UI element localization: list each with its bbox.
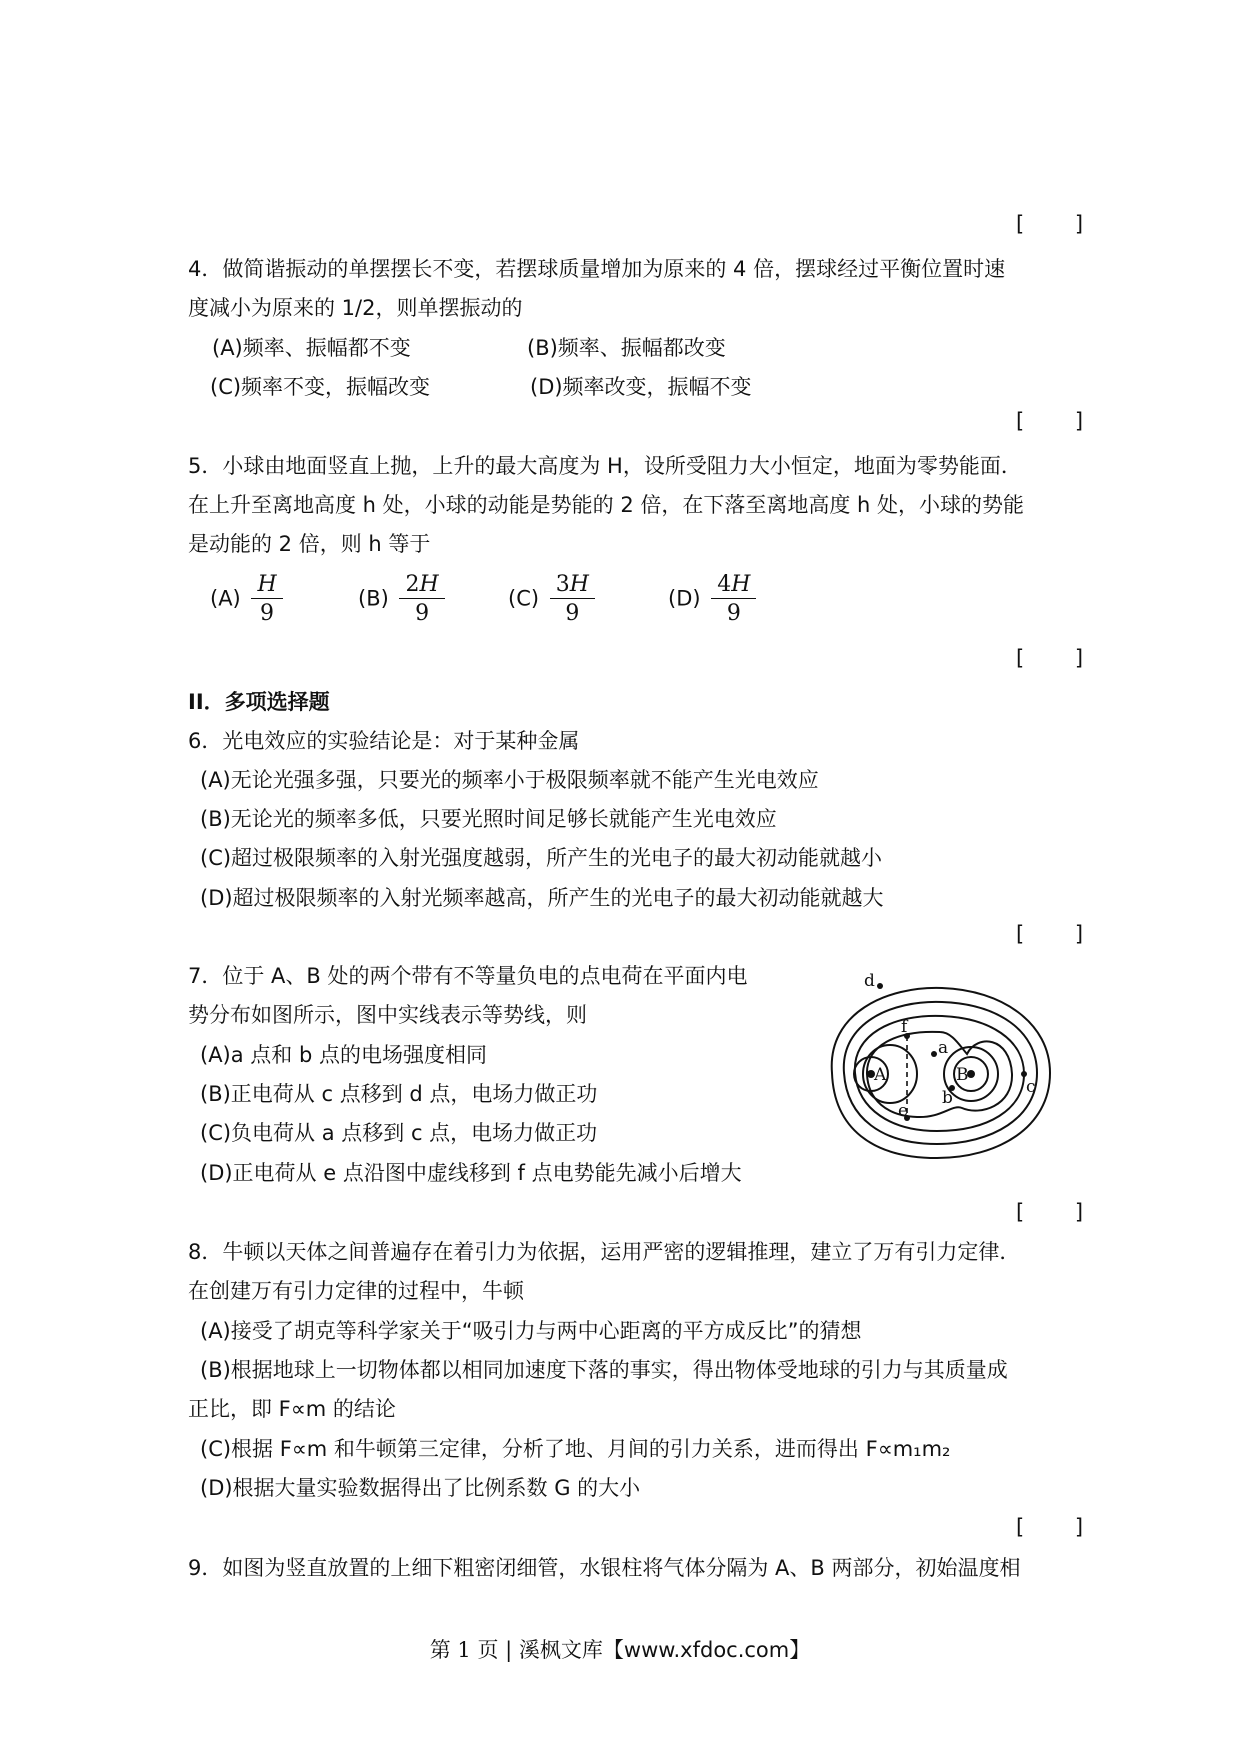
question-text: 在创建万有引力定律的过程中，牛顿 (188, 1279, 524, 1303)
question-text: 势分布如图所示，图中实线表示等势线，则 (188, 1003, 587, 1027)
equipotential-line (832, 988, 1050, 1158)
label-a: a (938, 1038, 949, 1058)
equipotential-diagram (812, 968, 1062, 1168)
label-e: e (898, 1101, 909, 1121)
fraction-denominator: 9 (565, 601, 580, 627)
option-a: (A)a 点和 b 点的电场强度相同 (200, 1043, 487, 1067)
option-b (358, 572, 445, 627)
fraction (711, 572, 756, 627)
option-c: (C)负电荷从 a 点移到 c 点，电场力做正功 (200, 1121, 598, 1145)
label-c: c (1026, 1077, 1036, 1097)
option-c: (C)频率不变，振幅改变 (210, 375, 431, 399)
option-label: (C) (508, 586, 540, 611)
option-b-continued: 正比，即 F∝m 的结论 (188, 1397, 396, 1421)
label-b: b (942, 1088, 953, 1108)
section-heading: II．多项选择题 (188, 690, 330, 714)
answer-bracket: [ ] (1016, 646, 1106, 670)
option-b: (B)无论光的频率多低，只要光照时间足够长就能产生光电效应 (200, 807, 777, 831)
fraction-coefficient: 3 (555, 572, 570, 597)
label-f: f (901, 1017, 908, 1037)
option-d: (D)超过极限频率的入射光频率越高，所产生的光电子的最大初动能就越大 (200, 886, 884, 910)
option-d: (D)频率改变，振幅不变 (530, 375, 752, 399)
option-c: (C)超过极限频率的入射光强度越弱，所产生的光电子的最大初动能就越小 (200, 846, 883, 870)
option-d (668, 572, 756, 627)
fraction-denominator: 9 (260, 601, 275, 627)
option-label: (B) (358, 586, 389, 611)
answer-bracket: [ ] (1016, 1200, 1106, 1224)
fraction-variable: H (419, 572, 439, 597)
question-text: 7．位于 A、B 处的两个带有不等量负电的点电荷在平面内电 (188, 964, 748, 988)
question-text: 6．光电效应的实验结论是：对于某种金属 (188, 729, 580, 753)
fraction-denominator: 9 (415, 601, 430, 627)
footer-site-link[interactable]: 【www.xfdoc.com】 (602, 1638, 811, 1662)
fraction-denominator: 9 (726, 601, 741, 627)
question-text: 度减小为原来的 1/2，则单摆振动的 (188, 296, 523, 320)
page-footer (0, 1634, 1240, 1664)
fraction-coefficient: 2 (405, 572, 420, 597)
option-label: (D) (668, 586, 701, 611)
option-a: (A)无论光强多强，只要光的频率小于极限频率就不能产生光电效应 (200, 768, 819, 792)
label-B: B (956, 1065, 969, 1085)
fraction-variable: H (731, 572, 751, 597)
fraction-variable: H (257, 572, 277, 597)
option-c: (C)根据 F∝m 和牛顿第三定律，分析了地、月间的引力关系，进而得出 F∝m₁m₂ (200, 1437, 951, 1461)
label-d: d (864, 971, 875, 991)
label-A: A (874, 1065, 887, 1085)
answer-bracket: [ ] (1016, 1515, 1106, 1539)
option-b: (B)根据地球上一切物体都以相同加速度下落的事实，得出物体受地球的引力与其质量成 (200, 1358, 1008, 1382)
option-c (508, 572, 595, 627)
question-text: 5．小球由地面竖直上抛，上升的最大高度为 H，设所受阻力大小恒定，地面为零势能面． (188, 454, 1022, 478)
fraction (399, 572, 444, 627)
option-a (210, 572, 283, 627)
fraction-variable: H (569, 572, 589, 597)
answer-bracket: [ ] (1016, 922, 1106, 946)
option-b: (B)频率、振幅都改变 (527, 336, 726, 360)
question-text: 8．牛顿以天体之间普遍存在着引力为依据，运用严密的逻辑推理，建立了万有引力定律． (188, 1240, 1021, 1264)
question-text: 4．做简谐振动的单摆摆长不变，若摆球质量增加为原来的 4 倍，摆球经过平衡位置时速 (188, 257, 1006, 281)
answer-bracket: [ ] (1016, 409, 1106, 433)
option-d: (D)正电荷从 e 点沿图中虚线移到 f 点电势能先减小后增大 (200, 1161, 742, 1185)
option-d: (D)根据大量实验数据得出了比例系数 G 的大小 (200, 1476, 641, 1500)
option-label: (A) (210, 586, 241, 611)
fraction-coefficient: 4 (717, 572, 732, 597)
fraction (550, 572, 595, 627)
point-d (877, 983, 883, 989)
answer-bracket: [ ] (1016, 212, 1106, 236)
question-9-text: 9．如图为竖直放置的上细下粗密闭细管，水银柱将气体分隔为 A、B 两部分，初始温度相 (188, 1556, 1021, 1580)
footer-page-label: 第 1 页 | 溪枫文库 (429, 1638, 603, 1662)
point-a (931, 1051, 937, 1057)
option-a: (A)接受了胡克等科学家关于“吸引力与两中心距离的平方成反比”的猜想 (200, 1319, 862, 1343)
option-b: (B)正电荷从 c 点移到 d 点，电场力做正功 (200, 1082, 598, 1106)
option-a: (A)频率、振幅都不变 (212, 336, 411, 360)
fraction (251, 572, 282, 627)
question-text: 在上升至离地高度 h 处，小球的动能是势能的 2 倍，在下落至离地高度 h 处，小球的势能 (188, 493, 1025, 517)
question-text: 是动能的 2 倍，则 h 等于 (188, 532, 431, 556)
